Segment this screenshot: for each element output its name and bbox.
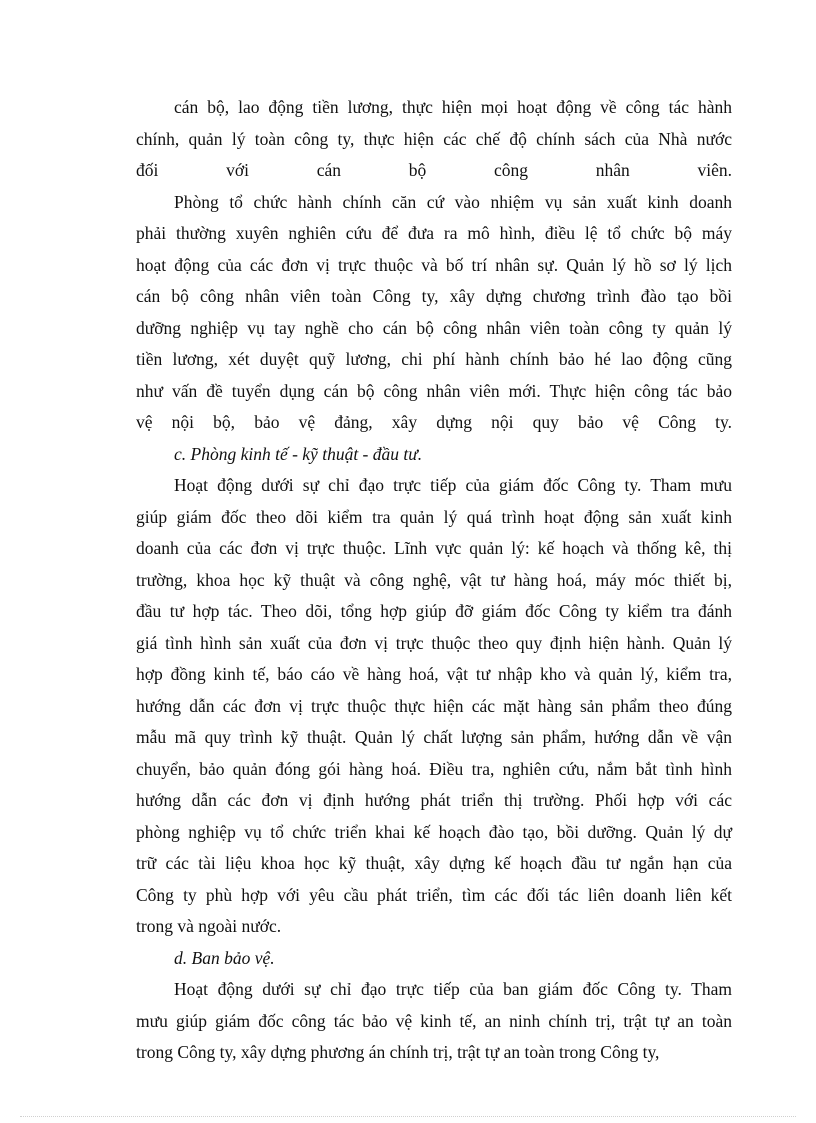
text-line: phải thường xuyên nghiên cứu để đưa ra mô hình, điều lệ tổ chức bộ máy	[136, 223, 732, 243]
text-line: trong và ngoài nước.	[136, 916, 282, 936]
text-line: hướng dẫn các đơn vị trực thuộc thực hiện các mặt hàng sản phẩm theo đúng	[136, 695, 732, 716]
section-heading: c. Phòng kinh tế - kỹ thuật - đầu tư.	[174, 443, 423, 464]
text-line: Công ty phù hợp với yêu cầu phát triển, tìm các đối tác liên doanh liên kết	[136, 884, 732, 905]
text-line: dưỡng nghiệp vụ tay nghề cho cán bộ công nhân viên toàn công ty quản lý	[136, 317, 732, 338]
text-line: phòng nghiệp vụ tổ chức triển khai kế hoạch đào tạo, bồi dưỡng. Quản lý dự	[136, 821, 732, 842]
text-line: Hoạt động dưới sự chỉ đạo trực tiếp của giám đốc Công ty. Tham mưu	[174, 475, 732, 495]
page-bottom-rule	[20, 1116, 796, 1117]
text-line: doanh của các đơn vị trực thuộc. Lĩnh vực quản lý: kế hoạch và thống kê, thị	[136, 538, 732, 558]
text-line: trữ các tài liệu khoa học kỹ thuật, xây dựng kế hoạch đầu tư ngắn hạn của	[136, 853, 732, 873]
section-heading: d. Ban bảo vệ.	[174, 947, 275, 968]
text-line: vệ nội bộ, bảo vệ đảng, xây dựng nội quy bảo vệ Công ty.	[136, 412, 732, 432]
text-line: cán bộ, lao động tiền lương, thực hiện mọi hoạt động về công tác hành	[174, 97, 732, 117]
text-line: trường, khoa học kỹ thuật và công nghệ, vật tư hàng hoá, máy móc thiết bị,	[136, 569, 732, 590]
text-line: mưu giúp giám đốc công tác bảo vệ kinh tế, an ninh chính trị, trật tự an toàn	[136, 1010, 732, 1031]
text-line: chính, quản lý toàn công ty, thực hiện các chế độ chính sách của Nhà nước	[136, 128, 732, 149]
text-line: hoạt động của các đơn vị trực thuộc và bố trí nhân sự. Quản lý hồ sơ lý lịch	[136, 254, 732, 275]
text-line: Phòng tổ chức hành chính căn cứ vào nhiệm vụ sản xuất kinh doanh	[174, 191, 732, 212]
text-line: đầu tư hợp tác. Theo dõi, tổng hợp giúp đỡ giám đốc Công ty kiểm tra đánh	[136, 601, 732, 621]
text-line: hướng dẫn các đơn vị định hướng phát triển thị trường. Phối hợp với các	[136, 790, 732, 810]
text-line: tiền lương, xét duyệt quỹ lương, chi phí hành chính bảo hé lao động cũng	[136, 349, 732, 369]
text-line: mẫu mã quy trình kỹ thuật. Quản lý chất lượng sản phẩm, hướng dẫn về vận	[136, 727, 732, 747]
text-line: giá tình hình sản xuất của đơn vị trực thuộc theo quy định hiện hành. Quản lý	[136, 632, 732, 653]
text-line: cán bộ công nhân viên toàn Công ty, xây dựng chương trình đào tạo bồi	[136, 286, 732, 306]
text-line: Hoạt động dưới sự chỉ đạo trực tiếp của ban giám đốc Công ty. Tham	[174, 979, 732, 999]
text-line: như vấn đề tuyển dụng cán bộ công nhân viên mới. Thực hiện công tác bảo	[136, 380, 732, 401]
text-line: giúp giám đốc theo dõi kiểm tra quản lý quá trình hoạt động sản xuất kinh	[136, 506, 732, 527]
text-line: đối với cán bộ công nhân viên.	[136, 160, 732, 180]
text-line: trong Công ty, xây dựng phương án chính trị, trật tự an toàn trong Công ty,	[136, 1042, 660, 1062]
text-line: hợp đồng kinh tế, báo cáo về hàng hoá, vật tư nhập kho và quản lý, kiểm tra,	[136, 664, 732, 684]
text-line: chuyển, bảo quản đóng gói hàng hoá. Điều tra, nghiên cứu, nắm bắt tình hình	[136, 758, 732, 779]
document-body	[136, 92, 732, 1069]
